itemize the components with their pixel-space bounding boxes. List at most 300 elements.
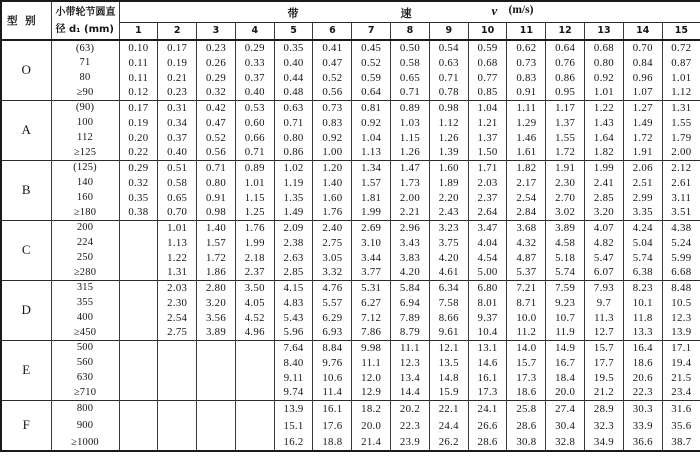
pulley-diameter-cell: (63) <box>51 40 119 55</box>
table-row <box>1 434 700 451</box>
power-value-cell: 14.4 <box>391 385 430 400</box>
power-value-cell: 1.60 <box>313 190 352 205</box>
table-row <box>1 55 700 70</box>
power-value-cell: 4.52 <box>235 310 274 325</box>
power-value-cell: 0.47 <box>313 55 352 70</box>
power-value-cell: 8.01 <box>468 295 507 310</box>
power-value-cell: 0.86 <box>274 145 313 160</box>
power-value-cell: 0.54 <box>429 40 468 55</box>
belt-speed-header <box>119 1 700 22</box>
table-row <box>1 130 700 145</box>
power-value-cell: 2.70 <box>546 190 585 205</box>
power-value-cell: 0.48 <box>274 85 313 100</box>
power-value-cell: 0.56 <box>197 145 236 160</box>
power-value-cell: 0.11 <box>119 55 158 70</box>
power-value-cell: 3.56 <box>197 310 236 325</box>
power-value-cell: 1.27 <box>623 100 662 115</box>
belt-type-cell: O <box>1 40 51 100</box>
power-value-cell: 13.3 <box>623 325 662 340</box>
power-value-cell: 1.61 <box>507 145 546 160</box>
power-value-cell: 1.43 <box>585 115 624 130</box>
power-value-cell: 30.8 <box>507 434 546 451</box>
power-value-cell: 0.68 <box>468 55 507 70</box>
pulley-diameter-cell: ≥280 <box>51 265 119 280</box>
power-value-cell: 1.01 <box>235 175 274 190</box>
power-value-cell: 2.37 <box>468 190 507 205</box>
speed-header-char1: 带 <box>287 7 299 20</box>
power-value-cell <box>119 235 158 250</box>
power-value-cell: 1.25 <box>235 205 274 220</box>
power-value-cell: 1.64 <box>585 130 624 145</box>
power-value-cell: 1.20 <box>313 160 352 175</box>
speed-column-header: 2 <box>158 22 197 40</box>
power-value-cell: 0.12 <box>119 85 158 100</box>
power-value-cell: 6.27 <box>352 295 391 310</box>
power-value-cell: 26.2 <box>429 434 468 451</box>
table-row <box>1 100 700 115</box>
power-value-cell: 0.35 <box>119 190 158 205</box>
power-value-cell: 20.2 <box>391 400 430 417</box>
power-value-cell: 0.26 <box>197 55 236 70</box>
power-value-cell: 0.34 <box>158 115 197 130</box>
power-value-cell: 10.4 <box>468 325 507 340</box>
power-value-cell: 7.59 <box>546 280 585 295</box>
speed-column-header: 5 <box>274 22 313 40</box>
power-value-cell: 6.34 <box>429 280 468 295</box>
power-value-cell: 9.11 <box>274 370 313 385</box>
power-value-cell: 2.38 <box>274 235 313 250</box>
power-value-cell: 16.7 <box>546 355 585 370</box>
power-value-cell: 22.3 <box>623 385 662 400</box>
power-value-cell: 1.79 <box>662 130 700 145</box>
speed-column-header: 15 <box>662 22 700 40</box>
power-value-cell <box>158 355 197 370</box>
speed-column-header: 14 <box>623 22 662 40</box>
power-value-cell: 0.42 <box>197 100 236 115</box>
power-value-cell: 0.11 <box>119 70 158 85</box>
power-value-cell: 0.17 <box>158 40 197 55</box>
power-value-cell: 3.75 <box>429 235 468 250</box>
table-row <box>1 310 700 325</box>
power-value-cell: 3.02 <box>546 205 585 220</box>
power-value-cell: 1.19 <box>274 175 313 190</box>
power-value-cell <box>197 417 236 434</box>
power-value-cell: 0.98 <box>429 100 468 115</box>
power-value-cell: 1.01 <box>585 85 624 100</box>
power-value-cell: 0.64 <box>546 40 585 55</box>
power-value-cell: 16.4 <box>623 340 662 355</box>
power-value-cell: 17.6 <box>313 417 352 434</box>
power-value-cell: 4.61 <box>429 265 468 280</box>
power-value-cell: 2.00 <box>391 190 430 205</box>
power-value-cell: 18.2 <box>352 400 391 417</box>
power-value-cell <box>119 340 158 355</box>
power-value-cell: 5.24 <box>662 235 700 250</box>
power-value-cell: 3.51 <box>662 205 700 220</box>
power-value-cell: 3.10 <box>352 235 391 250</box>
power-value-cell: 1.40 <box>313 175 352 190</box>
power-value-cell <box>119 417 158 434</box>
power-value-cell: 5.47 <box>585 250 624 265</box>
power-value-cell: 1.22 <box>585 100 624 115</box>
power-value-cell: 2.30 <box>546 175 585 190</box>
power-value-cell: 3.05 <box>313 250 352 265</box>
power-value-cell: 3.23 <box>429 220 468 235</box>
power-value-cell: 5.99 <box>662 250 700 265</box>
pulley-diameter-cell: ≥450 <box>51 325 119 340</box>
power-value-cell: 3.20 <box>585 205 624 220</box>
power-value-cell: 3.11 <box>662 190 700 205</box>
power-value-cell: 0.23 <box>158 85 197 100</box>
power-value-cell: 13.4 <box>391 370 430 385</box>
power-value-cell: 3.35 <box>623 205 662 220</box>
power-value-cell: 3.47 <box>468 220 507 235</box>
power-value-cell: 12.7 <box>585 325 624 340</box>
power-value-cell: 38.7 <box>662 434 700 451</box>
power-value-cell: 0.71 <box>235 145 274 160</box>
power-value-cell: 0.58 <box>158 175 197 190</box>
power-value-cell: 0.10 <box>119 40 158 55</box>
table-body <box>1 40 700 451</box>
power-value-cell: 0.29 <box>119 160 158 175</box>
power-value-cell <box>119 370 158 385</box>
power-value-cell: 1.03 <box>391 115 430 130</box>
power-value-cell: 23.4 <box>662 385 700 400</box>
power-value-cell: 0.19 <box>158 55 197 70</box>
power-value-cell: 13.9 <box>662 325 700 340</box>
power-value-cell: 0.29 <box>197 70 236 85</box>
power-value-cell: 12.3 <box>391 355 430 370</box>
power-value-cell: 11.3 <box>585 310 624 325</box>
table-row <box>1 417 700 434</box>
table-row <box>1 190 700 205</box>
power-value-cell: 5.37 <box>507 265 546 280</box>
power-value-cell: 0.92 <box>585 70 624 85</box>
power-value-cell: 5.18 <box>546 250 585 265</box>
power-value-cell: 15.7 <box>507 355 546 370</box>
power-value-cell: 4.15 <box>274 280 313 295</box>
power-value-cell <box>235 340 274 355</box>
power-value-cell: 0.78 <box>429 85 468 100</box>
power-value-cell: 2.99 <box>623 190 662 205</box>
power-value-cell <box>119 400 158 417</box>
speed-header-char2: 速 <box>400 7 412 20</box>
power-value-cell: 12.1 <box>429 340 468 355</box>
power-value-cell: 0.87 <box>662 55 700 70</box>
power-value-cell: 7.21 <box>507 280 546 295</box>
power-value-cell: 10.5 <box>662 295 700 310</box>
power-value-cell: 1.89 <box>429 175 468 190</box>
power-value-cell: 8.84 <box>313 340 352 355</box>
power-value-cell: 0.52 <box>313 70 352 85</box>
power-value-cell <box>158 417 197 434</box>
power-value-cell: 0.89 <box>391 100 430 115</box>
pulley-diameter-cell: ≥125 <box>51 145 119 160</box>
power-value-cell: 20.6 <box>623 370 662 385</box>
power-value-cell <box>197 355 236 370</box>
power-value-cell: 12.0 <box>352 370 391 385</box>
pulley-diameter-cell: 500 <box>51 340 119 355</box>
power-value-cell: 2.85 <box>274 265 313 280</box>
power-value-cell: 0.63 <box>274 100 313 115</box>
pulley-diameter-cell: 630 <box>51 370 119 385</box>
power-value-cell: 16.1 <box>313 400 352 417</box>
power-value-cell: 2.03 <box>468 175 507 190</box>
power-value-cell: 0.31 <box>158 100 197 115</box>
table-row <box>1 85 700 100</box>
table-row <box>1 325 700 340</box>
pulley-diameter-cell: ≥90 <box>51 85 119 100</box>
power-value-cell: 14.0 <box>507 340 546 355</box>
power-value-cell: 4.20 <box>391 265 430 280</box>
diameter-header-line1: 小带轮节圆直 <box>55 6 116 18</box>
power-value-cell: 1.07 <box>623 85 662 100</box>
power-value-cell: 0.33 <box>235 55 274 70</box>
power-value-cell <box>197 340 236 355</box>
power-value-cell: 2.41 <box>585 175 624 190</box>
pulley-diameter-cell: (125) <box>51 160 119 175</box>
power-value-cell: 0.21 <box>158 70 197 85</box>
power-value-cell <box>197 400 236 417</box>
power-value-cell: 2.51 <box>623 175 662 190</box>
speed-column-header: 9 <box>429 22 468 40</box>
power-value-cell: 3.50 <box>235 280 274 295</box>
speed-column-header: 12 <box>546 22 585 40</box>
power-value-cell: 1.72 <box>546 145 585 160</box>
power-value-cell: 10.1 <box>623 295 662 310</box>
power-value-cell: 22.3 <box>391 417 430 434</box>
power-value-cell: 1.34 <box>352 160 391 175</box>
power-value-cell: 0.59 <box>468 40 507 55</box>
power-value-cell: 0.58 <box>391 55 430 70</box>
power-value-cell: 0.51 <box>158 160 197 175</box>
power-value-cell: 17.1 <box>662 340 700 355</box>
table-row <box>1 250 700 265</box>
table-row <box>1 220 700 235</box>
power-value-cell: 32.3 <box>585 417 624 434</box>
speed-unit: (m/s) <box>508 4 534 16</box>
power-value-cell: 28.6 <box>507 417 546 434</box>
power-value-cell: 2.12 <box>662 160 700 175</box>
power-value-cell: 1.13 <box>158 235 197 250</box>
power-value-cell: 1.55 <box>662 115 700 130</box>
power-value-cell: 1.39 <box>429 145 468 160</box>
power-value-cell: 0.47 <box>197 115 236 130</box>
power-value-cell: 8.23 <box>623 280 662 295</box>
pulley-diameter-cell: 100 <box>51 115 119 130</box>
belt-type-cell: D <box>1 280 51 340</box>
power-value-cell: 2.03 <box>158 280 197 295</box>
power-value-cell: 1.86 <box>197 265 236 280</box>
power-value-cell: 0.53 <box>235 100 274 115</box>
power-value-cell: 1.00 <box>313 145 352 160</box>
power-value-cell: 17.7 <box>585 355 624 370</box>
power-value-cell: 0.98 <box>197 205 236 220</box>
power-value-cell: 4.58 <box>546 235 585 250</box>
power-value-cell: 9.37 <box>468 310 507 325</box>
pulley-diameter-cell: ≥180 <box>51 205 119 220</box>
power-value-cell: 0.84 <box>623 55 662 70</box>
power-value-cell: 8.40 <box>274 355 313 370</box>
table-row <box>1 400 700 417</box>
power-value-cell: 1.37 <box>468 130 507 145</box>
pulley-diameter-cell: 315 <box>51 280 119 295</box>
table-row <box>1 265 700 280</box>
power-value-cell <box>197 385 236 400</box>
power-value-cell: 2.80 <box>197 280 236 295</box>
table-row <box>1 175 700 190</box>
pulley-diameter-cell: 224 <box>51 235 119 250</box>
pulley-diameter-cell: 200 <box>51 220 119 235</box>
power-value-cell: 9.23 <box>546 295 585 310</box>
power-value-cell: 14.6 <box>468 355 507 370</box>
power-value-cell: 0.40 <box>158 145 197 160</box>
power-value-cell: 0.73 <box>507 55 546 70</box>
power-value-cell: 2.21 <box>391 205 430 220</box>
power-value-cell: 8.66 <box>429 310 468 325</box>
table-row <box>1 385 700 400</box>
power-value-cell: 0.37 <box>235 70 274 85</box>
power-value-cell: 14.9 <box>546 340 585 355</box>
belt-type-cell: C <box>1 220 51 280</box>
power-value-cell: 2.85 <box>585 190 624 205</box>
table-row <box>1 70 700 85</box>
power-value-cell: 2.54 <box>158 310 197 325</box>
power-value-cell: 4.83 <box>274 295 313 310</box>
speed-column-header: 8 <box>391 22 430 40</box>
power-value-cell: 1.76 <box>313 205 352 220</box>
power-value-cell: 1.72 <box>623 130 662 145</box>
power-value-cell: 18.6 <box>507 385 546 400</box>
power-value-cell: 0.71 <box>391 85 430 100</box>
power-value-cell: 1.13 <box>352 145 391 160</box>
power-value-cell: 3.43 <box>391 235 430 250</box>
power-value-cell: 2.75 <box>158 325 197 340</box>
power-value-cell: 1.49 <box>623 115 662 130</box>
power-value-cell: 13.1 <box>468 340 507 355</box>
power-value-cell: 20.0 <box>546 385 585 400</box>
power-value-cell: 0.81 <box>352 100 391 115</box>
power-value-cell <box>235 434 274 451</box>
power-value-cell: 0.65 <box>391 70 430 85</box>
speed-column-header: 4 <box>235 22 274 40</box>
power-value-cell: 18.6 <box>623 355 662 370</box>
power-value-cell: 27.4 <box>546 400 585 417</box>
power-value-cell: 6.94 <box>391 295 430 310</box>
power-value-cell: 10.0 <box>507 310 546 325</box>
speed-column-header: 13 <box>585 22 624 40</box>
power-value-cell: 3.44 <box>352 250 391 265</box>
power-value-cell: 1.40 <box>197 220 236 235</box>
pulley-diameter-cell: ≥1000 <box>51 434 119 451</box>
power-value-cell: 0.45 <box>352 40 391 55</box>
power-value-cell: 0.23 <box>197 40 236 55</box>
power-value-cell: 1.15 <box>391 130 430 145</box>
power-value-cell: 1.04 <box>352 130 391 145</box>
power-value-cell: 33.9 <box>623 417 662 434</box>
power-value-cell: 8.79 <box>391 325 430 340</box>
power-value-cell: 1.81 <box>352 190 391 205</box>
power-value-cell: 20.0 <box>352 417 391 434</box>
power-value-cell: 9.74 <box>274 385 313 400</box>
power-value-cell: 4.38 <box>662 220 700 235</box>
power-value-cell: 0.76 <box>546 55 585 70</box>
power-value-cell: 5.96 <box>274 325 313 340</box>
power-value-cell: 24.4 <box>429 417 468 434</box>
power-value-cell <box>119 295 158 310</box>
power-value-cell: 0.60 <box>235 115 274 130</box>
power-value-cell: 0.17 <box>119 100 158 115</box>
power-value-cell: 0.63 <box>429 55 468 70</box>
power-value-cell: 7.93 <box>585 280 624 295</box>
power-value-cell: 9.98 <box>352 340 391 355</box>
power-value-cell: 31.6 <box>662 400 700 417</box>
power-value-cell: 12.3 <box>662 310 700 325</box>
power-value-cell <box>119 265 158 280</box>
speed-column-header: 11 <box>507 22 546 40</box>
power-value-cell: 2.40 <box>313 220 352 235</box>
power-value-cell: 0.66 <box>235 130 274 145</box>
power-value-cell: 0.80 <box>197 175 236 190</box>
table-row <box>1 145 700 160</box>
power-value-cell: 0.92 <box>313 130 352 145</box>
power-value-cell: 15.7 <box>585 340 624 355</box>
power-value-cell: 3.89 <box>546 220 585 235</box>
power-value-cell: 0.29 <box>235 40 274 55</box>
speed-column-header: 7 <box>352 22 391 40</box>
speed-column-header: 1 <box>119 22 158 40</box>
power-value-cell: 0.32 <box>119 175 158 190</box>
power-value-cell: 16.1 <box>468 370 507 385</box>
power-value-cell: 0.83 <box>507 70 546 85</box>
power-value-cell: 1.31 <box>662 100 700 115</box>
power-value-cell: 19.5 <box>585 370 624 385</box>
power-value-cell <box>119 250 158 265</box>
power-value-cell: 17.3 <box>507 370 546 385</box>
power-value-cell: 2.43 <box>429 205 468 220</box>
power-value-cell: 4.20 <box>429 250 468 265</box>
pulley-diameter-cell: (90) <box>51 100 119 115</box>
diameter-column-header <box>51 1 119 40</box>
pulley-diameter-cell: 900 <box>51 417 119 434</box>
power-value-cell: 0.32 <box>197 85 236 100</box>
pulley-diameter-cell: ≥710 <box>51 385 119 400</box>
power-value-cell: 3.32 <box>313 265 352 280</box>
power-value-cell: 10.6 <box>313 370 352 385</box>
power-value-cell: 1.21 <box>468 115 507 130</box>
power-value-cell: 4.32 <box>507 235 546 250</box>
power-value-cell: 0.56 <box>313 85 352 100</box>
power-value-cell: 15.1 <box>274 417 313 434</box>
power-value-cell: 2.30 <box>158 295 197 310</box>
power-value-cell <box>119 220 158 235</box>
table-row <box>1 355 700 370</box>
power-value-cell: 2.61 <box>662 175 700 190</box>
power-value-cell: 0.38 <box>119 205 158 220</box>
power-value-cell: 1.50 <box>468 145 507 160</box>
power-value-cell: 2.17 <box>507 175 546 190</box>
power-value-cell: 5.57 <box>313 295 352 310</box>
power-value-cell: 0.96 <box>623 70 662 85</box>
power-value-cell: 21.2 <box>585 385 624 400</box>
power-value-cell: 1.01 <box>662 70 700 85</box>
power-value-cell: 28.9 <box>585 400 624 417</box>
table-row <box>1 235 700 250</box>
power-value-cell: 1.57 <box>197 235 236 250</box>
power-value-cell: 1.01 <box>158 220 197 235</box>
power-value-cell <box>119 325 158 340</box>
power-value-cell: 2.09 <box>274 220 313 235</box>
